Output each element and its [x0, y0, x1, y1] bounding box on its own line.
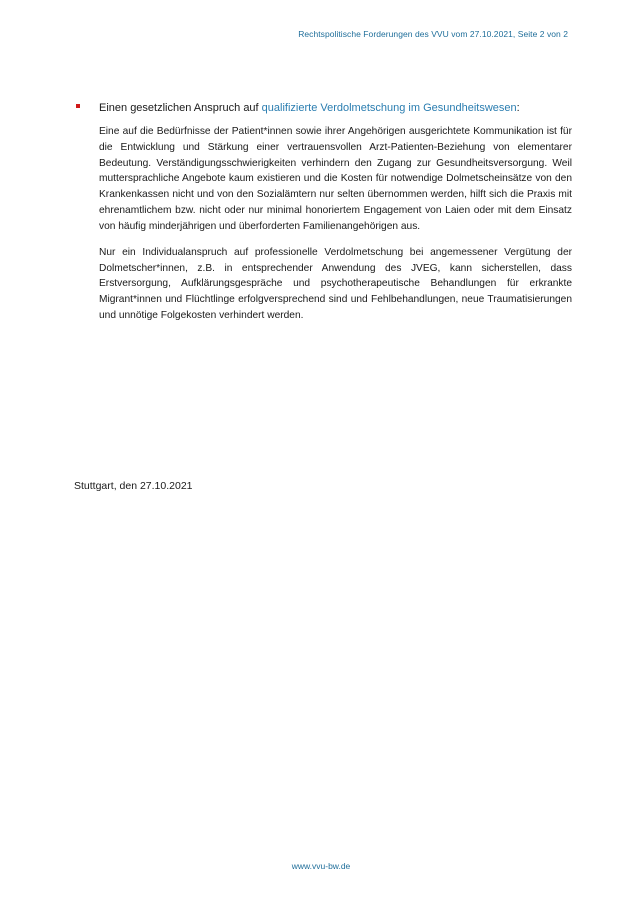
heading-intro: Einen gesetzlichen Anspruch auf [99, 102, 262, 114]
bullet-marker-icon [76, 104, 80, 108]
page-header: Rechtspolitische Forderungen des VVU vom 27.10.2021, Seite 2 von 2 [298, 29, 568, 39]
heading-highlight: qualifizierte Verdolmetschung im Gesundheitswesen [261, 102, 517, 114]
heading-suffix: : [516, 102, 520, 114]
paragraph-individual-claim: Nur ein Individualanspruch auf professionelle Verdolmetschung bei angemessener Vergütung der Dolmetscher*innen, z.B. in entsprechender Anwendung des JVEG, kann sicherstellen, dass Erstversorgung, Aufklärungsgespräche und psychotherapeutische Behandlungen für erkrankte Migrant*innen und Flüchtlinge erfolgversprechend sind und Fehlbehandlungen, neue Traumatisierungen und unnötige Folgekosten verhindert werden. [99, 246, 572, 321]
footer-website-link[interactable]: www.vvu-bw.de [291, 861, 351, 871]
bullet-heading [99, 101, 572, 115]
paragraph-communication: Eine auf die Bedürfnisse der Patient*innen sowie ihrer Angehörigen ausgerichtete Kommunikation ist für die Entwicklung und Stärkung einer vertrauensvollen Arzt-Patienten-Beziehung von elementarer Bedeutung. Verständigungsschwierigkeiten verhindern den Zugang zur Gesundheitsversorgung. Weil muttersprachliche Angebote kaum existieren und die Kosten für notwendige Dolmetscheinsätze von den Krankenkassen nicht und von den Sozialämtern nur selten übernommen werden, hilft sich die Praxis mit ehrenamtlichem bzw. nicht oder nur minimal honoriertem Engagement von Laien oder mit dem Einsatz von häufig minderjährigen und überforderten Familienangehörigen aus. [99, 126, 572, 232]
bullet-section [74, 101, 572, 334]
place-date: Stuttgart, den 27.10.2021 [74, 480, 193, 492]
